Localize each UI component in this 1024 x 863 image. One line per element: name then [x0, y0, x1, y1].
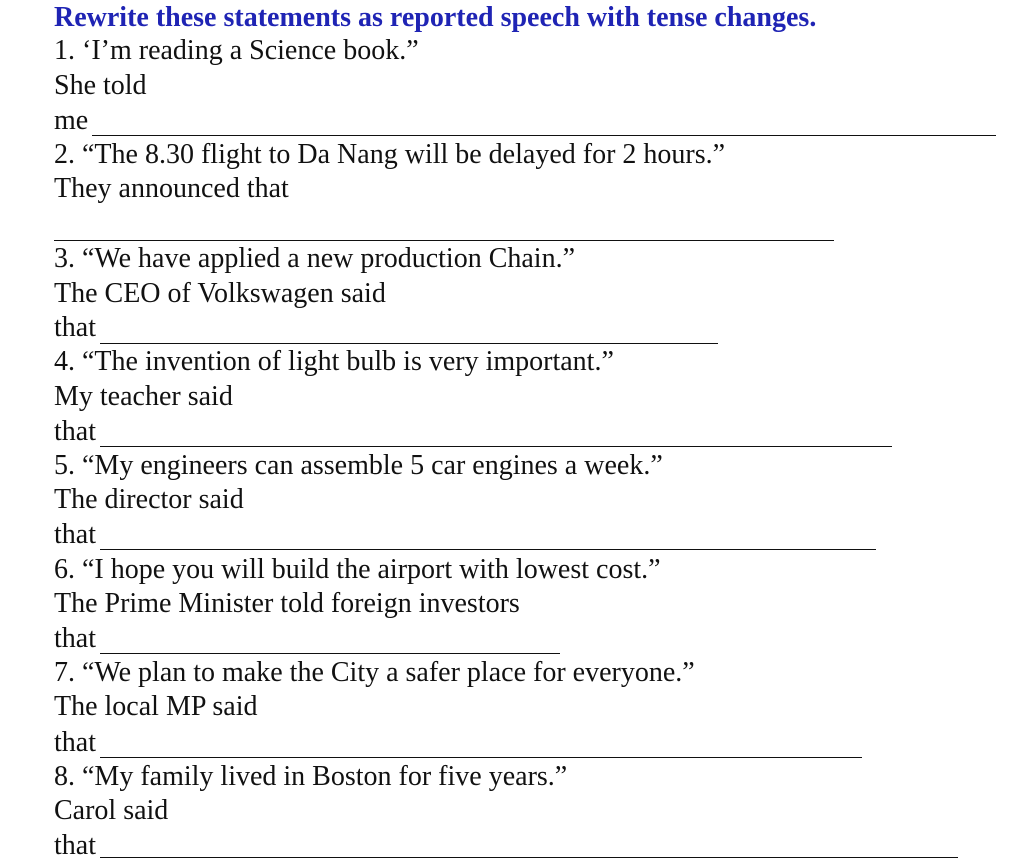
item-7-quote: 7. “We plan to make the City a safer place for everyone.”	[54, 657, 695, 688]
item-2-lead: They announced that	[54, 173, 289, 204]
item-4-lead: My teacher said	[54, 381, 233, 412]
item-1-lead: She told	[54, 70, 147, 101]
item-6-answer-prefix: that	[54, 623, 96, 654]
item-5-quote: 5. “My engineers can assemble 5 car engines a week.”	[54, 450, 663, 481]
item-8-answer-prefix: that	[54, 830, 96, 861]
item-4-answer-blank[interactable]	[100, 446, 892, 447]
item-7-answer-prefix: that	[54, 727, 96, 758]
item-6-quote: 6. “I hope you will build the airport with lowest cost.”	[54, 554, 661, 585]
item-8-lead: Carol said	[54, 795, 169, 826]
worksheet-title: Rewrite these statements as reported speech with tense changes.	[54, 2, 817, 33]
item-2-answer-blank[interactable]	[54, 240, 834, 241]
item-4-answer-prefix: that	[54, 416, 96, 447]
item-2-quote: 2. “The 8.30 flight to Da Nang will be delayed for 2 hours.”	[54, 139, 726, 170]
item-8-quote: 8. “My family lived in Boston for five years.”	[54, 761, 568, 792]
item-3-lead: The CEO of Volkswagen said	[54, 278, 386, 309]
item-5-answer-prefix: that	[54, 519, 96, 550]
item-3-answer-blank[interactable]	[100, 343, 718, 344]
item-6-lead: The Prime Minister told foreign investors	[54, 588, 520, 619]
item-3-answer-prefix: that	[54, 312, 96, 343]
item-1-quote: 1. ‘I’m reading a Science book.”	[54, 35, 419, 66]
item-1-answer-prefix: me	[54, 105, 89, 136]
item-7-answer-blank[interactable]	[100, 757, 862, 758]
item-1-answer-blank[interactable]	[92, 135, 996, 136]
item-3-quote: 3. “We have applied a new production Chain.”	[54, 243, 576, 274]
item-7-lead: The local MP said	[54, 691, 258, 722]
item-4-quote: 4. “The invention of light bulb is very important.”	[54, 346, 614, 377]
item-6-answer-blank[interactable]	[100, 653, 560, 654]
item-5-lead: The director said	[54, 484, 244, 515]
item-8-answer-blank[interactable]	[100, 857, 958, 858]
item-5-answer-blank[interactable]	[100, 549, 876, 550]
